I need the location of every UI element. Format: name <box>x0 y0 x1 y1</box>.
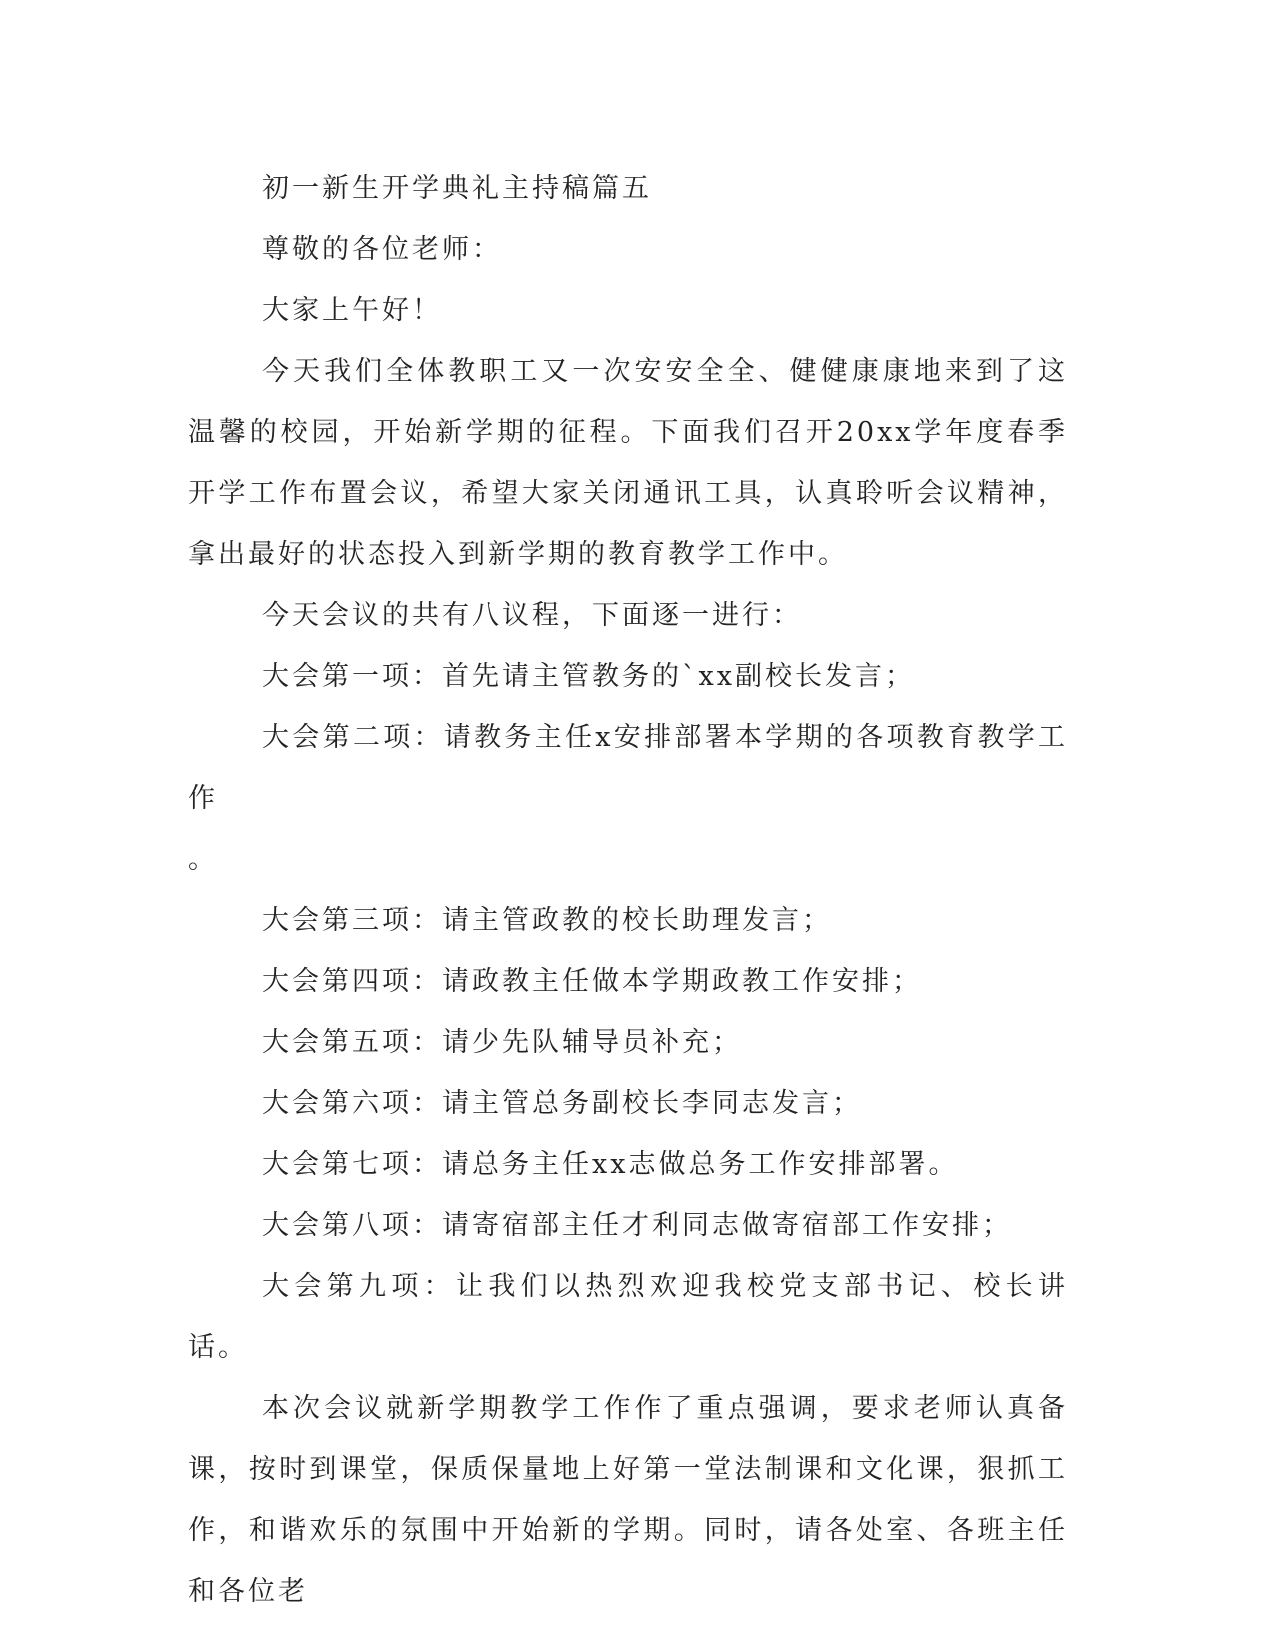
opening-paragraph: 今天我们全体教职工又一次安安全全、健健康康地来到了这温馨的校园，开始新学期的征程。下面我们召开20xx学年度春季开学工作布置会议，希望大家关闭通讯工具，认真聆听会议精神，拿出最好的状态投入到新学期的教育教学工作中。 <box>188 356 1068 570</box>
agenda-item-3: 大会第三项：请主管政教的校长助理发言； <box>262 905 832 936</box>
agenda-item-2: 大会第二项：请教务主任x安排部署本学期的各项教育教学工作 <box>188 722 1068 814</box>
closing-paragraph: 本次会议就新学期教学工作作了重点强调，要求老师认真备课，按时到课堂，保质保量地上好第一堂法制课和文化课，狠抓工作，和谐欢乐的氛围中开始新的学期。同时，请各处室、各班主任和各位老 <box>188 1393 1068 1607</box>
agenda-item-1: 大会第一项：首先请主管教务的`xx副校长发言； <box>262 661 915 692</box>
agenda-item-7: 大会第七项：请总务主任xx志做总务工作安排部署。 <box>262 1149 959 1180</box>
salutation: 尊敬的各位老师： <box>262 234 502 265</box>
agenda-intro: 今天会议的共有八议程，下面逐一进行： <box>262 600 802 631</box>
agenda-item-2-continuation: 。 <box>188 844 218 875</box>
agenda-item-8: 大会第八项：请寄宿部主任才利同志做寄宿部工作安排； <box>262 1210 1012 1241</box>
greeting: 大家上午好！ <box>262 295 442 326</box>
agenda-item-9: 大会第九项：让我们以热烈欢迎我校党支部书记、校长讲话。 <box>188 1271 1068 1363</box>
agenda-item-4: 大会第四项：请政教主任做本学期政教工作安排； <box>262 966 922 997</box>
document-body <box>188 158 1068 1622</box>
agenda-item-6: 大会第六项：请主管总务副校长李同志发言； <box>262 1088 862 1119</box>
agenda-item-5: 大会第五项：请少先队辅导员补充； <box>262 1027 742 1058</box>
document-title: 初一新生开学典礼主持稿篇五 <box>262 173 652 204</box>
